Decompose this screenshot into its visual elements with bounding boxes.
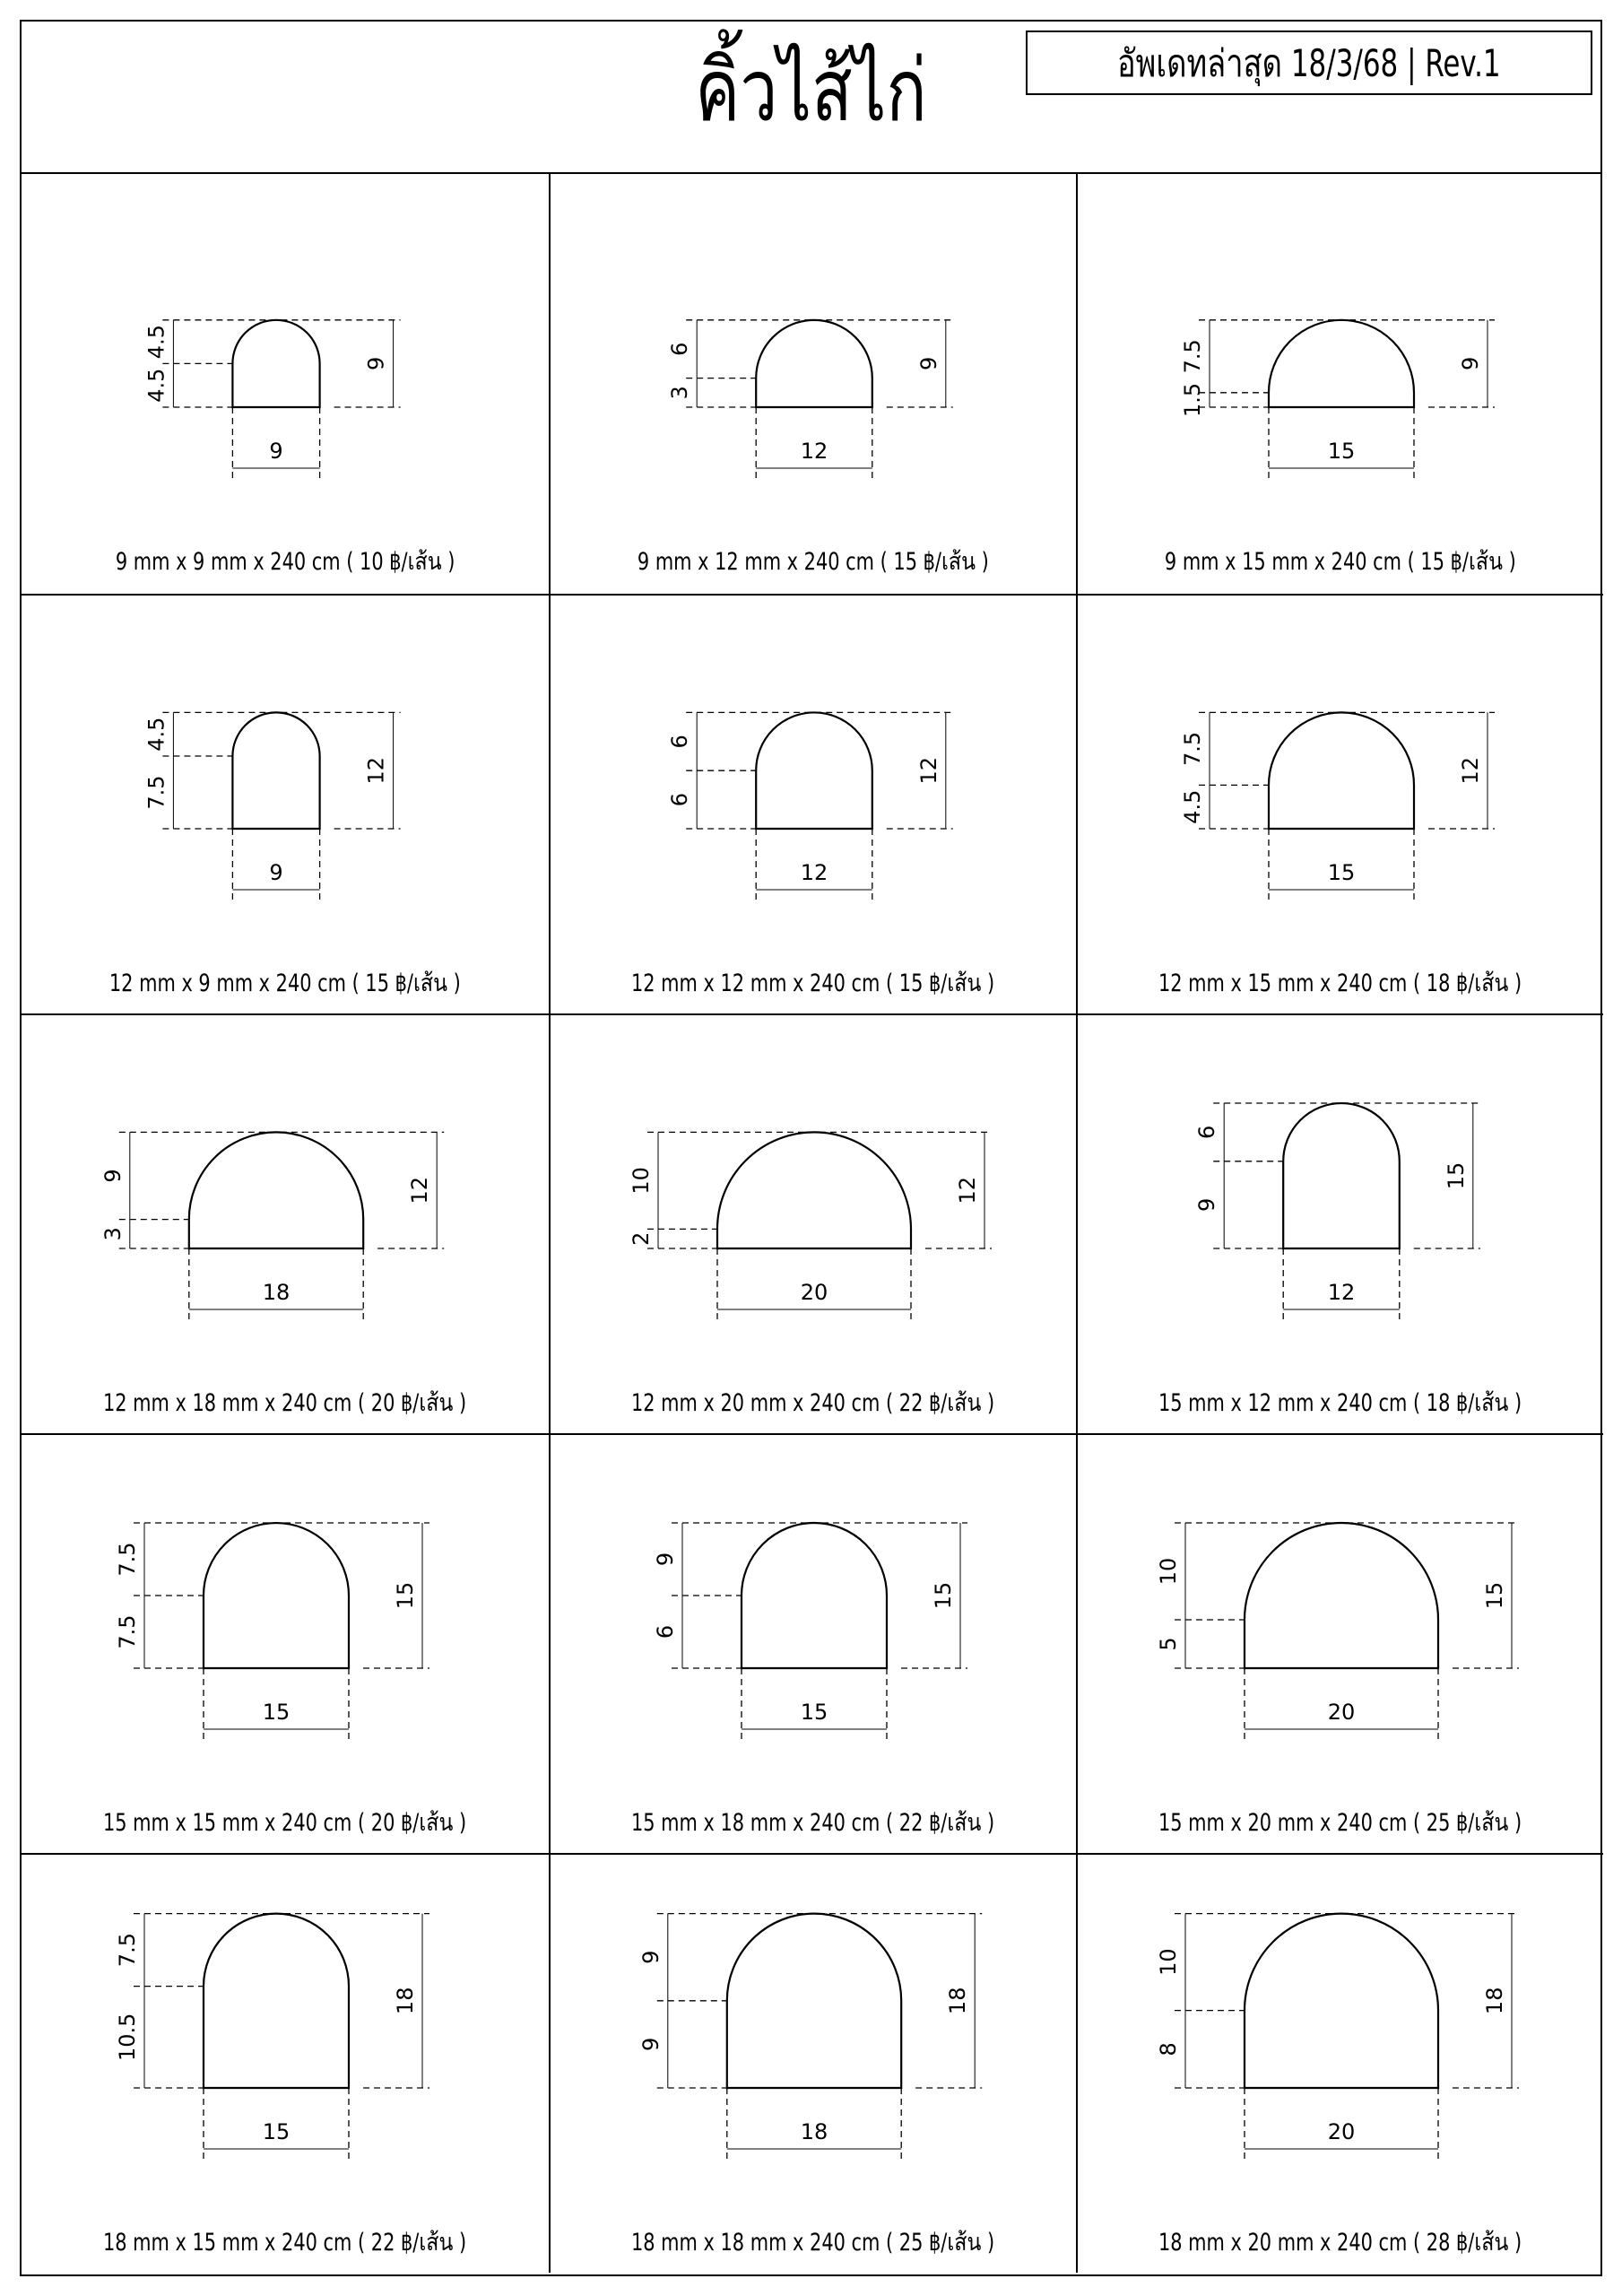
height-label: 15 [1443,1161,1469,1190]
profile-drawing [551,1855,1078,2274]
profile-outline [756,712,872,829]
height-label: 12 [1458,756,1483,785]
width-label: 12 [1327,1280,1356,1305]
profile-cell [549,174,1076,594]
profile-outline [1245,1914,1438,2088]
width-label: 18 [262,1280,291,1305]
height-label: 12 [363,756,389,785]
width-label: 15 [1327,439,1356,464]
revision-text: อัพเดทล่าสุด 18/3/68 | Rev.1 [1117,41,1501,85]
bottom-dimension-label: 8 [1156,2042,1181,2057]
profile-outline [232,320,319,407]
profile-caption [551,542,1076,580]
profile-caption-text: 9 mm x 15 mm x 240 cm ( 15 ฿/เส้น ) [1165,548,1516,576]
bottom-dimension-label: 7.5 [143,775,169,810]
profile-grid [22,174,1600,2276]
width-label: 18 [800,2119,828,2144]
profile-outline [1245,1523,1438,1668]
width-label: 12 [800,860,828,885]
profile-cell [549,594,1076,1013]
profile-caption-text: 18 mm x 15 mm x 240 cm ( 22 ฿/เส้น ) [103,2229,467,2257]
profile-cell [22,1013,549,1433]
profile-drawing [22,1855,549,2274]
bottom-dimension-label: 10.5 [115,2013,140,2062]
height-label: 9 [915,356,941,371]
profile-outline [727,1914,901,2088]
profile-caption-text: 15 mm x 12 mm x 240 cm ( 18 ฿/เส้น ) [1158,1389,1522,1417]
top-dimension-label: 9 [653,1552,678,1567]
profile-caption-text: 12 mm x 15 mm x 240 cm ( 18 ฿/เส้น ) [1158,970,1522,997]
height-label: 18 [393,1987,418,2015]
profile-caption-text: 9 mm x 12 mm x 240 cm ( 15 ฿/เส้น ) [638,548,989,576]
top-dimension-label: 10 [1156,1557,1181,1586]
profile-cell [22,174,549,594]
width-label: 15 [1327,860,1356,885]
profile-caption [1078,2222,1603,2261]
profile-caption-text: 12 mm x 20 mm x 240 cm ( 22 ฿/เส้น ) [631,1389,995,1417]
profile-caption-text: 15 mm x 20 mm x 240 cm ( 25 ฿/เส้น ) [1158,1809,1522,1837]
profile-caption [551,2222,1076,2261]
height-label: 18 [1482,1987,1507,2015]
width-label: 9 [269,860,283,885]
profile-cell [22,1433,549,1853]
profile-outline [756,320,872,407]
profile-cell [549,1853,1076,2273]
profile-outline [204,1914,349,2088]
bottom-dimension-label: 5 [1156,1637,1181,1651]
profile-outline [232,712,319,829]
width-label: 15 [262,1700,291,1725]
profile-outline [189,1132,363,1248]
height-label: 12 [407,1176,433,1205]
profile-caption-text: 12 mm x 18 mm x 240 cm ( 20 ฿/เส้น ) [103,1389,467,1417]
profile-drawing [1078,1435,1605,1855]
profile-caption [22,2222,549,2261]
profile-drawing [1078,596,1605,1015]
drawing-sheet [20,20,1602,2276]
profile-caption [22,542,549,580]
profile-caption-text: 12 mm x 9 mm x 240 cm ( 15 ฿/เส้น ) [109,970,461,997]
height-label: 12 [955,1176,980,1205]
profile-caption-text: 12 mm x 12 mm x 240 cm ( 15 ฿/เส้น ) [631,970,995,997]
height-label: 18 [945,1987,971,2015]
profile-caption-text: 18 mm x 20 mm x 240 cm ( 28 ฿/เส้น ) [1158,2229,1522,2257]
page-title: คิ้วไส้ไก่ [695,40,927,141]
width-label: 20 [1327,2119,1356,2144]
profile-cell [1076,1853,1603,2273]
profile-cell [549,1433,1076,1853]
top-dimension-label: 6 [667,735,693,749]
bottom-dimension-label: 3 [100,1227,126,1241]
bottom-dimension-label: 4.5 [1180,789,1205,824]
bottom-dimension-label: 2 [629,1231,654,1246]
bottom-dimension-label: 4.5 [143,368,169,403]
profile-outline [1269,320,1414,407]
profile-drawing [551,596,1078,1015]
bottom-dimension-label: 6 [667,792,693,807]
top-dimension-label: 7.5 [115,1542,140,1577]
revision-box [1026,30,1592,95]
profile-outline [742,1523,887,1668]
height-label: 9 [363,356,389,371]
profile-caption [1078,963,1603,1002]
bottom-dimension-label: 9 [1194,1197,1220,1213]
top-dimension-label: 7.5 [1180,731,1205,766]
width-label: 12 [800,439,828,464]
top-dimension-label: 4.5 [143,325,169,360]
bottom-dimension-label: 3 [667,386,693,400]
height-label: 9 [1458,356,1483,371]
profile-cell [1076,1013,1603,1433]
top-dimension-label: 7.5 [115,1933,140,1968]
top-dimension-label: 10 [1156,1948,1181,1976]
profile-drawing [1078,174,1605,594]
width-label: 15 [262,2119,291,2144]
profile-cell [22,594,549,1013]
top-dimension-label: 4.5 [143,717,169,752]
profile-drawing [551,174,1078,594]
profile-outline [1269,712,1414,829]
profile-caption [22,1803,549,1841]
top-dimension-label: 9 [100,1169,126,1183]
profile-caption [1078,1383,1603,1422]
title-block [22,22,1600,174]
height-label: 15 [1482,1581,1507,1610]
width-label: 20 [800,1280,828,1305]
profile-outline [1283,1103,1400,1248]
bottom-dimension-label: 9 [638,2037,664,2052]
profile-caption [551,963,1076,1002]
width-label: 20 [1327,1700,1356,1725]
height-label: 15 [393,1581,418,1610]
profile-drawing [22,174,549,594]
profile-caption [1078,542,1603,580]
bottom-dimension-label: 6 [653,1624,678,1639]
top-dimension-label: 10 [629,1167,654,1195]
top-dimension-label: 6 [1194,1125,1220,1140]
profile-cell [549,1013,1076,1433]
profile-drawing [551,1435,1078,1855]
profile-caption [1078,1803,1603,1841]
profile-outline [717,1132,911,1248]
profile-caption-text: 15 mm x 15 mm x 240 cm ( 20 ฿/เส้น ) [103,1809,467,1837]
bottom-dimension-label: 7.5 [115,1614,140,1649]
profile-drawing [551,1015,1078,1435]
top-dimension-label: 6 [667,342,693,356]
profile-cell [22,1853,549,2273]
profile-drawing [22,1015,549,1435]
width-label: 9 [269,439,283,464]
profile-outline [204,1523,349,1668]
bottom-dimension-label: 1.5 [1180,382,1205,417]
height-label: 15 [931,1581,956,1610]
width-label: 15 [800,1700,828,1725]
profile-caption-text: 18 mm x 18 mm x 240 cm ( 25 ฿/เส้น ) [631,2229,995,2257]
profile-caption [551,1803,1076,1841]
height-label: 12 [915,756,941,785]
profile-caption-text: 15 mm x 18 mm x 240 cm ( 22 ฿/เส้น ) [631,1809,995,1837]
profile-caption [22,963,549,1002]
profile-drawing [22,596,549,1015]
profile-drawing [1078,1855,1605,2274]
profile-cell [1076,594,1603,1013]
profile-caption [551,1383,1076,1422]
profile-cell [1076,174,1603,594]
top-dimension-label: 7.5 [1180,339,1205,374]
profile-drawing [22,1435,549,1855]
profile-caption [22,1383,549,1422]
profile-caption-text: 9 mm x 9 mm x 240 cm ( 10 ฿/เส้น ) [115,548,455,576]
profile-drawing [1078,1015,1605,1435]
profile-cell [1076,1433,1603,1853]
top-dimension-label: 9 [638,1950,664,1964]
